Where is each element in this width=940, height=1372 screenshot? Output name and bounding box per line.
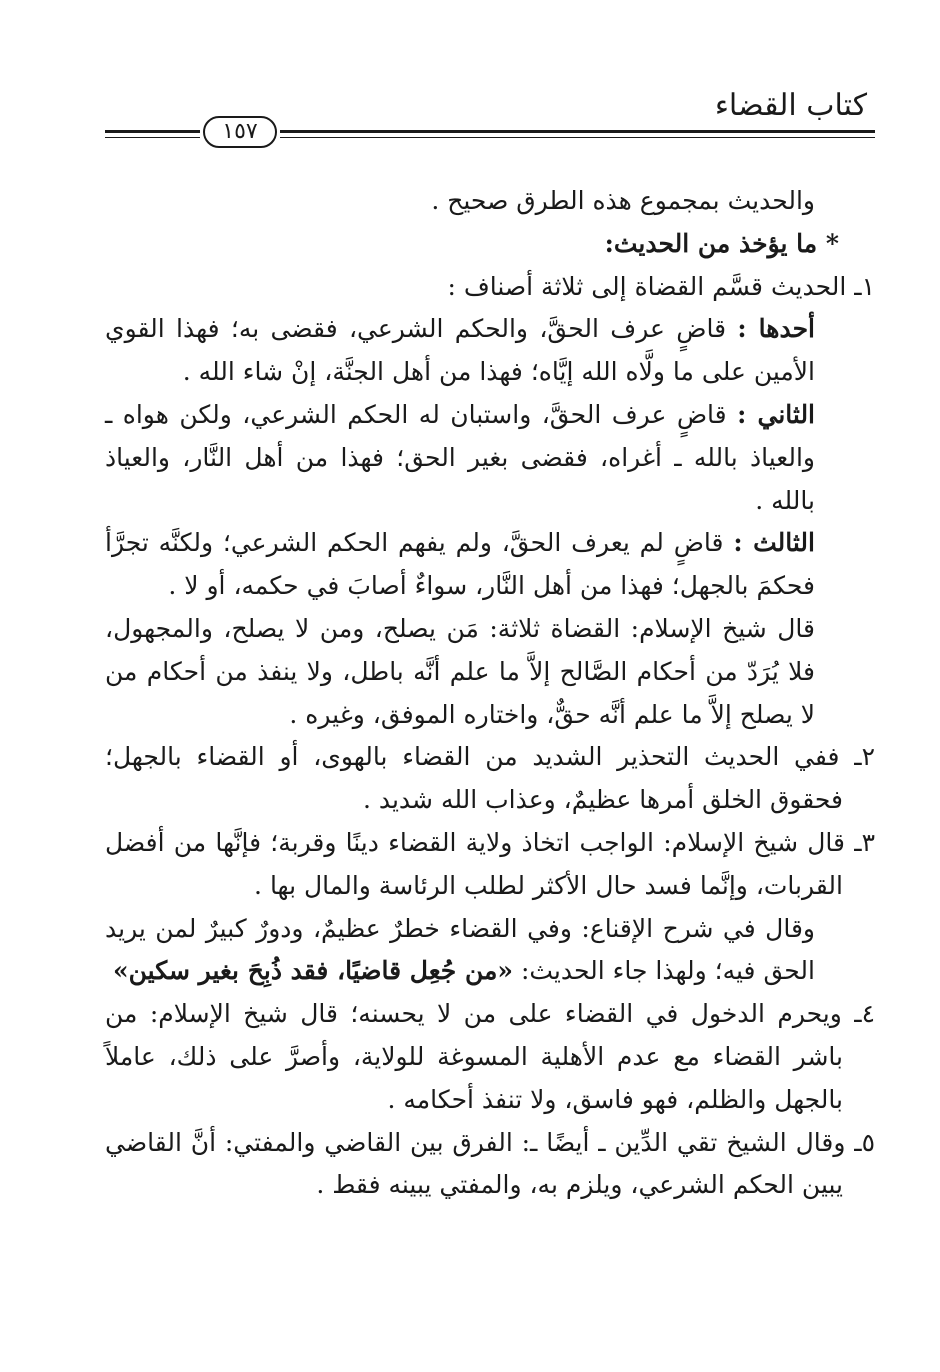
item-5: ٥ـ وقال الشيخ تقي الدِّين ـ أيضًا ـ: الفرق بين القاضي والمفتي: أنَّ القاضي يبين الحكم الشرعي، ويلزم به، والمفتي يبينه فقط . xyxy=(105,1127,875,1200)
item-4: ٤ـ ويحرم الدخول في القضاء على من لا يحسنه؛ قال شيخ الإسلام: من باشر القضاء مع عدم الأهلية المسوغة للولاية، وأصرَّ على ذلك، عاملاً بالجهل والظلم، فهو فاسق، ولا تنفذ أحكامه . xyxy=(105,999,875,1114)
paragraph-second-judge xyxy=(105,394,875,522)
page-number: ١٥٧ xyxy=(203,116,277,148)
header-rule-left-thin xyxy=(105,137,200,138)
second-text: قاضٍ عرف الحقَّ، واستبان له الحكم الشرعي، ولكن هواه ـ والعياذ بالله ـ أغراه، فقضى بغير الحق؛ فهذا من أهل النَّار، والعياذ بالله . xyxy=(105,399,815,515)
paragraph-third-judge xyxy=(105,522,875,608)
iqna-hadith: «من جُعِل قاضيًا، فقد ذُبِحَ بغير سكين» xyxy=(113,956,513,986)
first-label: أحدها : xyxy=(737,314,815,344)
header-rule-left-thick xyxy=(105,130,200,133)
second-label: الثاني : xyxy=(737,399,816,429)
paragraph-hadith-conclusion: والحديث بمجموع هذه الطرق صحيح . xyxy=(431,186,815,215)
iqna-text: وقال في شرح الإقناع: وفي القضاء خطرٌ عظيمٌ، ودورٌ كبيرٌ لمن يريد الحق فيه؛ ولهذا جاء الحديث: xyxy=(105,913,815,986)
third-label: الثالث : xyxy=(733,528,815,558)
header-rule-thin xyxy=(280,137,875,138)
header-rule-thick xyxy=(280,130,875,133)
item-3: ٣ـ قال شيخ الإسلام: الواجب اتخاذ ولاية القضاء دينًا وقربة؛ فإنَّها من أفضل القربات، وإنَّما فسد حال الأكثر لطلب الرئاسة والمال بها . xyxy=(105,827,875,900)
paragraph-iqna-quote xyxy=(105,908,875,994)
paragraph-first-judge xyxy=(105,308,875,394)
paragraph-ibn-taymiyya-quote: قال شيخ الإسلام: القضاة ثلاثة: مَن يصلح، ومن لا يصلح، والمجهول، فلا يُرَدّ من أحكام الصَّالح إلاَّ ما علم أنَّه باطل، ولا ينفذ من أحكام من لا يصلح إلاَّ ما علم أنَّه حقٌّ، واختاره الموفق، وغيره . xyxy=(105,613,815,729)
third-text: قاضٍ لم يعرف الحقَّ، ولم يفهم الحكم الشرعي؛ ولكنَّه تجرَّأ فحكمَ بالجهل؛ فهذا من أهل النَّار، سواءٌ أصابَ في حكمه، أو لا . xyxy=(105,528,815,601)
page-body xyxy=(105,180,875,1207)
item-1-intro: ١ـ الحديث قسَّم القضاة إلى ثلاثة أصناف : xyxy=(447,271,875,301)
page-header xyxy=(105,86,875,156)
star-marker: * xyxy=(825,228,839,258)
first-text: قاضٍ عرف الحقَّ، والحكم الشرعي، فقضى به؛ فهذا القوي الأمين على ما ولَّاه الله إيَّاه؛ فهذا من أهل الجنَّة، إنْ شاء الله . xyxy=(105,314,815,387)
book-title: كتاب القضاء xyxy=(714,88,867,123)
item-2: ٢ـ ففي الحديث التحذير الشديد من القضاء بالهوى، أو القضاء بالجهل؛ فحقوق الخلق أمرها عظيمٌ، وعذاب الله شديد . xyxy=(105,742,875,815)
section-heading xyxy=(105,223,875,266)
section-title: ما يؤخذ من الحديث: xyxy=(604,228,818,258)
